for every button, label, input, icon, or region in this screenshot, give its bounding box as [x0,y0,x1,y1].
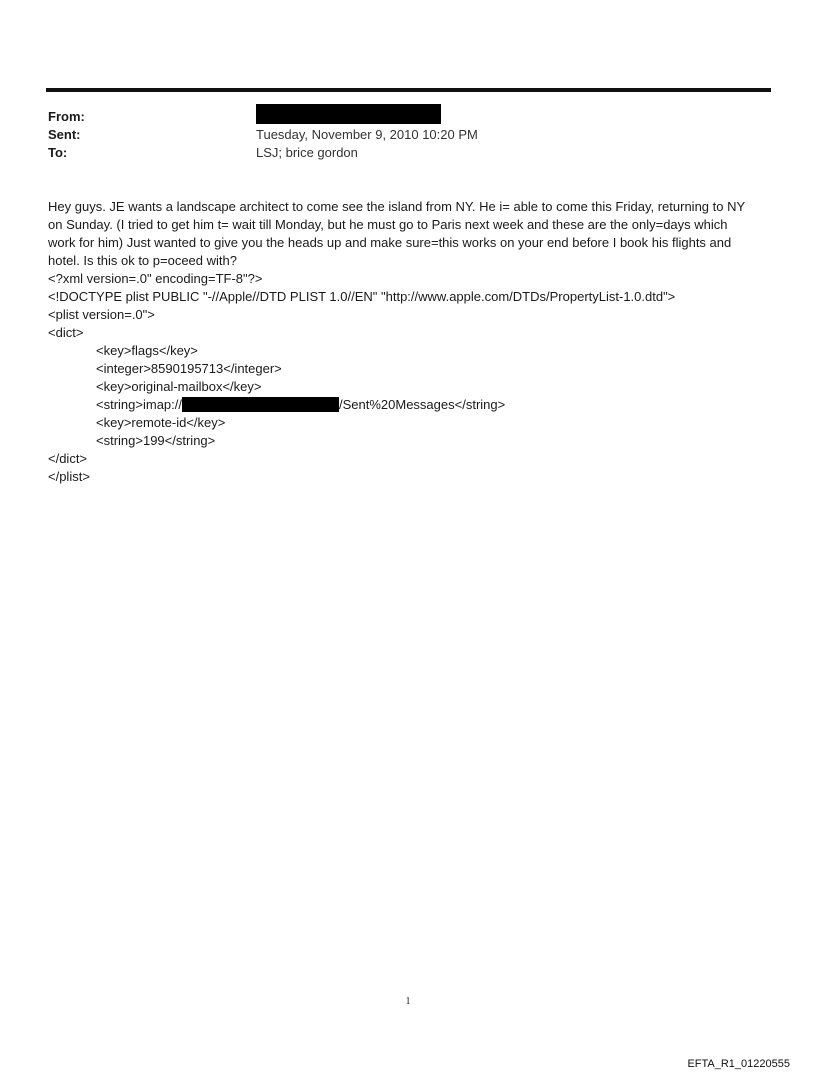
from-row [48,108,768,126]
key-remote: <key>remote-id</key> [96,415,226,430]
string-199: <string>199</string> [96,433,216,448]
dict-close: </dict> [48,451,88,466]
to-value: LSJ; brice gordon [256,145,358,160]
imap-suffix: /Sent%20Messages</string> [339,397,506,412]
key-flags: <key>flags</key> [96,343,198,358]
from-label: From: [48,109,85,124]
body-line: work for him) Just wanted to give you the heads up and make sure=this works on your end before I book his flights and [48,235,732,250]
to-label: To: [48,145,68,160]
sent-value: Tuesday, November 9, 2010 10:20 PM [256,127,478,142]
body-line: on Sunday. (I tried to get him t= wait till Monday, but he must go to Paris next week and these are the only=days which [48,217,728,232]
imap-prefix: <string>imap:// [96,397,182,412]
plist-open: <plist version=.0"> [48,307,155,322]
email-body [48,198,770,486]
header-rule [46,88,771,92]
sent-label: Sent: [48,127,81,142]
plist-close: </plist> [48,469,90,484]
sent-row [48,126,768,144]
integer-value: <integer>8590195713</integer> [96,361,282,376]
to-row [48,144,768,162]
body-line: Hey guys. JE wants a landscape architect to come see the island from NY. He i= able to come this Friday, returning to NY [48,199,746,214]
doctype-line: <!DOCTYPE plist PUBLIC "-//Apple//DTD PLIST 1.0//EN" "http://www.apple.com/DTDs/PropertyList-1.0.dtd"> [48,289,676,304]
key-mailbox: <key>original-mailbox</key> [96,379,262,394]
imap-redaction [182,397,339,412]
document-id: EFTA_R1_01220555 [687,1058,790,1070]
xml-declaration: <?xml version=.0" encoding=TF-8"?> [48,271,263,286]
page-number: 1 [405,996,411,1007]
body-line: hotel. Is this ok to p=oceed with? [48,253,237,268]
string-imap [48,396,770,414]
dict-open: <dict> [48,325,84,340]
from-redaction [256,104,441,124]
email-header [48,108,768,162]
